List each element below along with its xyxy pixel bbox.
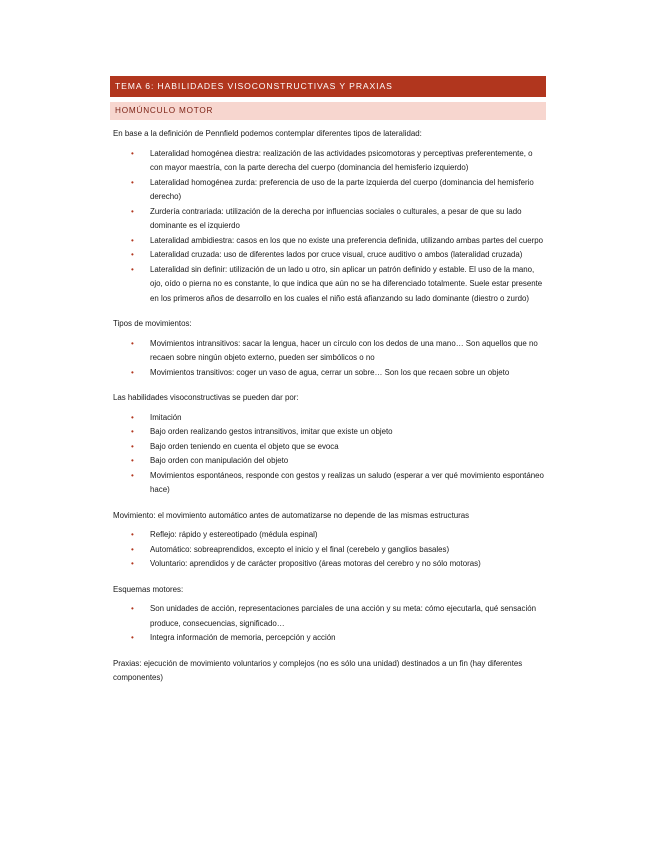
list-item: [110, 528, 546, 543]
movimiento-heading: Movimiento: el movimiento automático antes de automatizarse no depende de las mismas estructuras: [113, 510, 470, 520]
habilidades-list: [110, 411, 546, 498]
bullet-icon: •: [131, 530, 134, 539]
bullet-icon: •: [131, 604, 134, 613]
bullet-icon: •: [131, 441, 134, 451]
tipos-list: [110, 337, 546, 381]
bullet-icon: •: [131, 338, 134, 348]
bullet-icon: •: [131, 206, 134, 216]
list-item-text: Movimientos espontáneos, responde con gestos y realizas un saludo (esperar a ver qué movimiento espontáneo hace): [150, 470, 544, 494]
section-subtitle: HOMÚNCULO MOTOR: [110, 102, 546, 120]
list-item-text: Son unidades de acción, representaciones parciales de una acción y su meta: cómo ejecutarla, qué sensación produce, consecuencias, significado…: [150, 604, 537, 628]
bullet-icon: •: [131, 470, 134, 480]
list-item-text: Bajo orden realizando gestos intransitivos, imitar que existe un objeto: [150, 427, 393, 436]
list-item: [110, 440, 546, 455]
bullet-icon: •: [131, 367, 134, 377]
list-item: [110, 543, 546, 558]
esquemas-list: [110, 602, 546, 646]
list-item: [110, 147, 546, 176]
list-item-text: Bajo orden con manipulación del objeto: [150, 456, 289, 465]
intro-paragraph: En base a la definición de Pennfield podemos contemplar diferentes tipos de lateralidad:: [113, 129, 422, 138]
list-item: [110, 176, 546, 205]
praxias-paragraph: Praxias: ejecución de movimiento voluntarios y complejos (no es sólo una unidad) destinados a un fin (hay diferentes componentes): [113, 658, 523, 682]
bullet-icon: •: [131, 559, 134, 568]
document-page: [110, 76, 546, 686]
list-item: [110, 234, 546, 249]
bullet-icon: •: [131, 250, 134, 259]
bullet-icon: •: [131, 177, 134, 187]
list-item-text: Voluntario: aprendidos y de carácter propositivo (áreas motoras del cerebro y no sólo motoras): [150, 559, 481, 568]
list-item: [110, 425, 546, 440]
list-item-text: Lateralidad homogénea zurda: preferencia de uso de la parte izquierda del cuerpo (dominancia del hemisferio derecho): [150, 177, 534, 201]
list-item: [110, 454, 546, 469]
list-item: [110, 337, 546, 366]
bullet-icon: •: [131, 456, 134, 465]
list-item-text: Zurdería contrariada: utilización de la derecha por influencias sociales o culturales, a pesar de que su lado dominante es el izquierdo: [150, 206, 522, 230]
bullet-icon: •: [131, 412, 134, 422]
list-item-text: Lateralidad cruzada: uso de diferentes lados por cruce visual, cruce auditivo o ambos (lateralidad cruzada): [150, 250, 523, 259]
list-item-text: Reflejo: rápido y estereotipado (médula espinal): [150, 530, 318, 539]
lateralidad-list: [110, 147, 546, 307]
bullet-icon: •: [131, 544, 134, 554]
bullet-icon: •: [131, 633, 134, 642]
bullet-icon: •: [131, 235, 134, 245]
bullet-icon: •: [131, 148, 134, 158]
bullet-icon: •: [131, 427, 134, 436]
list-item-text: Lateralidad sin definir: utilización de un lado u otro, sin aplicar un patrón definido y estable. El uso de la mano, ojo, oído o pierna no es constante, lo que indica que aún no se ha diferenciado totalmente. Suele estar presente en los primeros años de desarrollo en los cuales el niño está afianzando su lado dominante (diestro o zurdo): [150, 264, 543, 303]
list-item-text: Imitación: [150, 412, 182, 422]
list-item: [110, 469, 546, 498]
list-item-text: Movimientos transitivos: coger un vaso de agua, cerrar un sobre… Son los que recaen sobre un objeto: [150, 367, 510, 377]
list-item-text: Lateralidad homogénea diestra: realización de las actividades psicomotoras y perceptivas preferentemente, o con mayor maestría, con la parte derecha del cuerpo (dominancia del hemisferio izquierdo): [150, 148, 533, 172]
list-item: [110, 602, 546, 631]
movimiento-list: [110, 528, 546, 572]
list-item-text: Integra información de memoria, percepción y acción: [150, 633, 336, 642]
list-item: [110, 631, 546, 646]
tipos-heading: Tipos de movimientos:: [113, 319, 192, 328]
list-item: [110, 411, 546, 426]
bullet-icon: •: [131, 264, 134, 274]
list-item-text: Lateralidad ambidiestra: casos en los que no existe una preferencia definida, utilizando ambas partes del cuerpo: [150, 235, 544, 245]
list-item: [110, 557, 546, 572]
list-item: [110, 248, 546, 263]
list-item: [110, 263, 546, 307]
list-item: [110, 205, 546, 234]
section-title: TEMA 6: HABILIDADES VISOCONSTRUCTIVAS Y PRAXIAS: [110, 76, 546, 97]
habilidades-heading: Las habilidades visoconstructivas se pueden dar por:: [113, 393, 299, 402]
esquemas-heading: Esquemas motores:: [113, 584, 184, 594]
list-item: [110, 366, 546, 381]
list-item-text: Movimientos intransitivos: sacar la lengua, hacer un círculo con los dedos de una mano… Son aquellos que no recaen sobre ningún objeto externo, pueden ser simbólicos o no: [150, 338, 538, 362]
list-item-text: Bajo orden teniendo en cuenta el objeto que se evoca: [150, 441, 339, 451]
list-item-text: Automático: sobreaprendidos, excepto el inicio y el final (cerebelo y ganglios basales): [150, 544, 450, 554]
